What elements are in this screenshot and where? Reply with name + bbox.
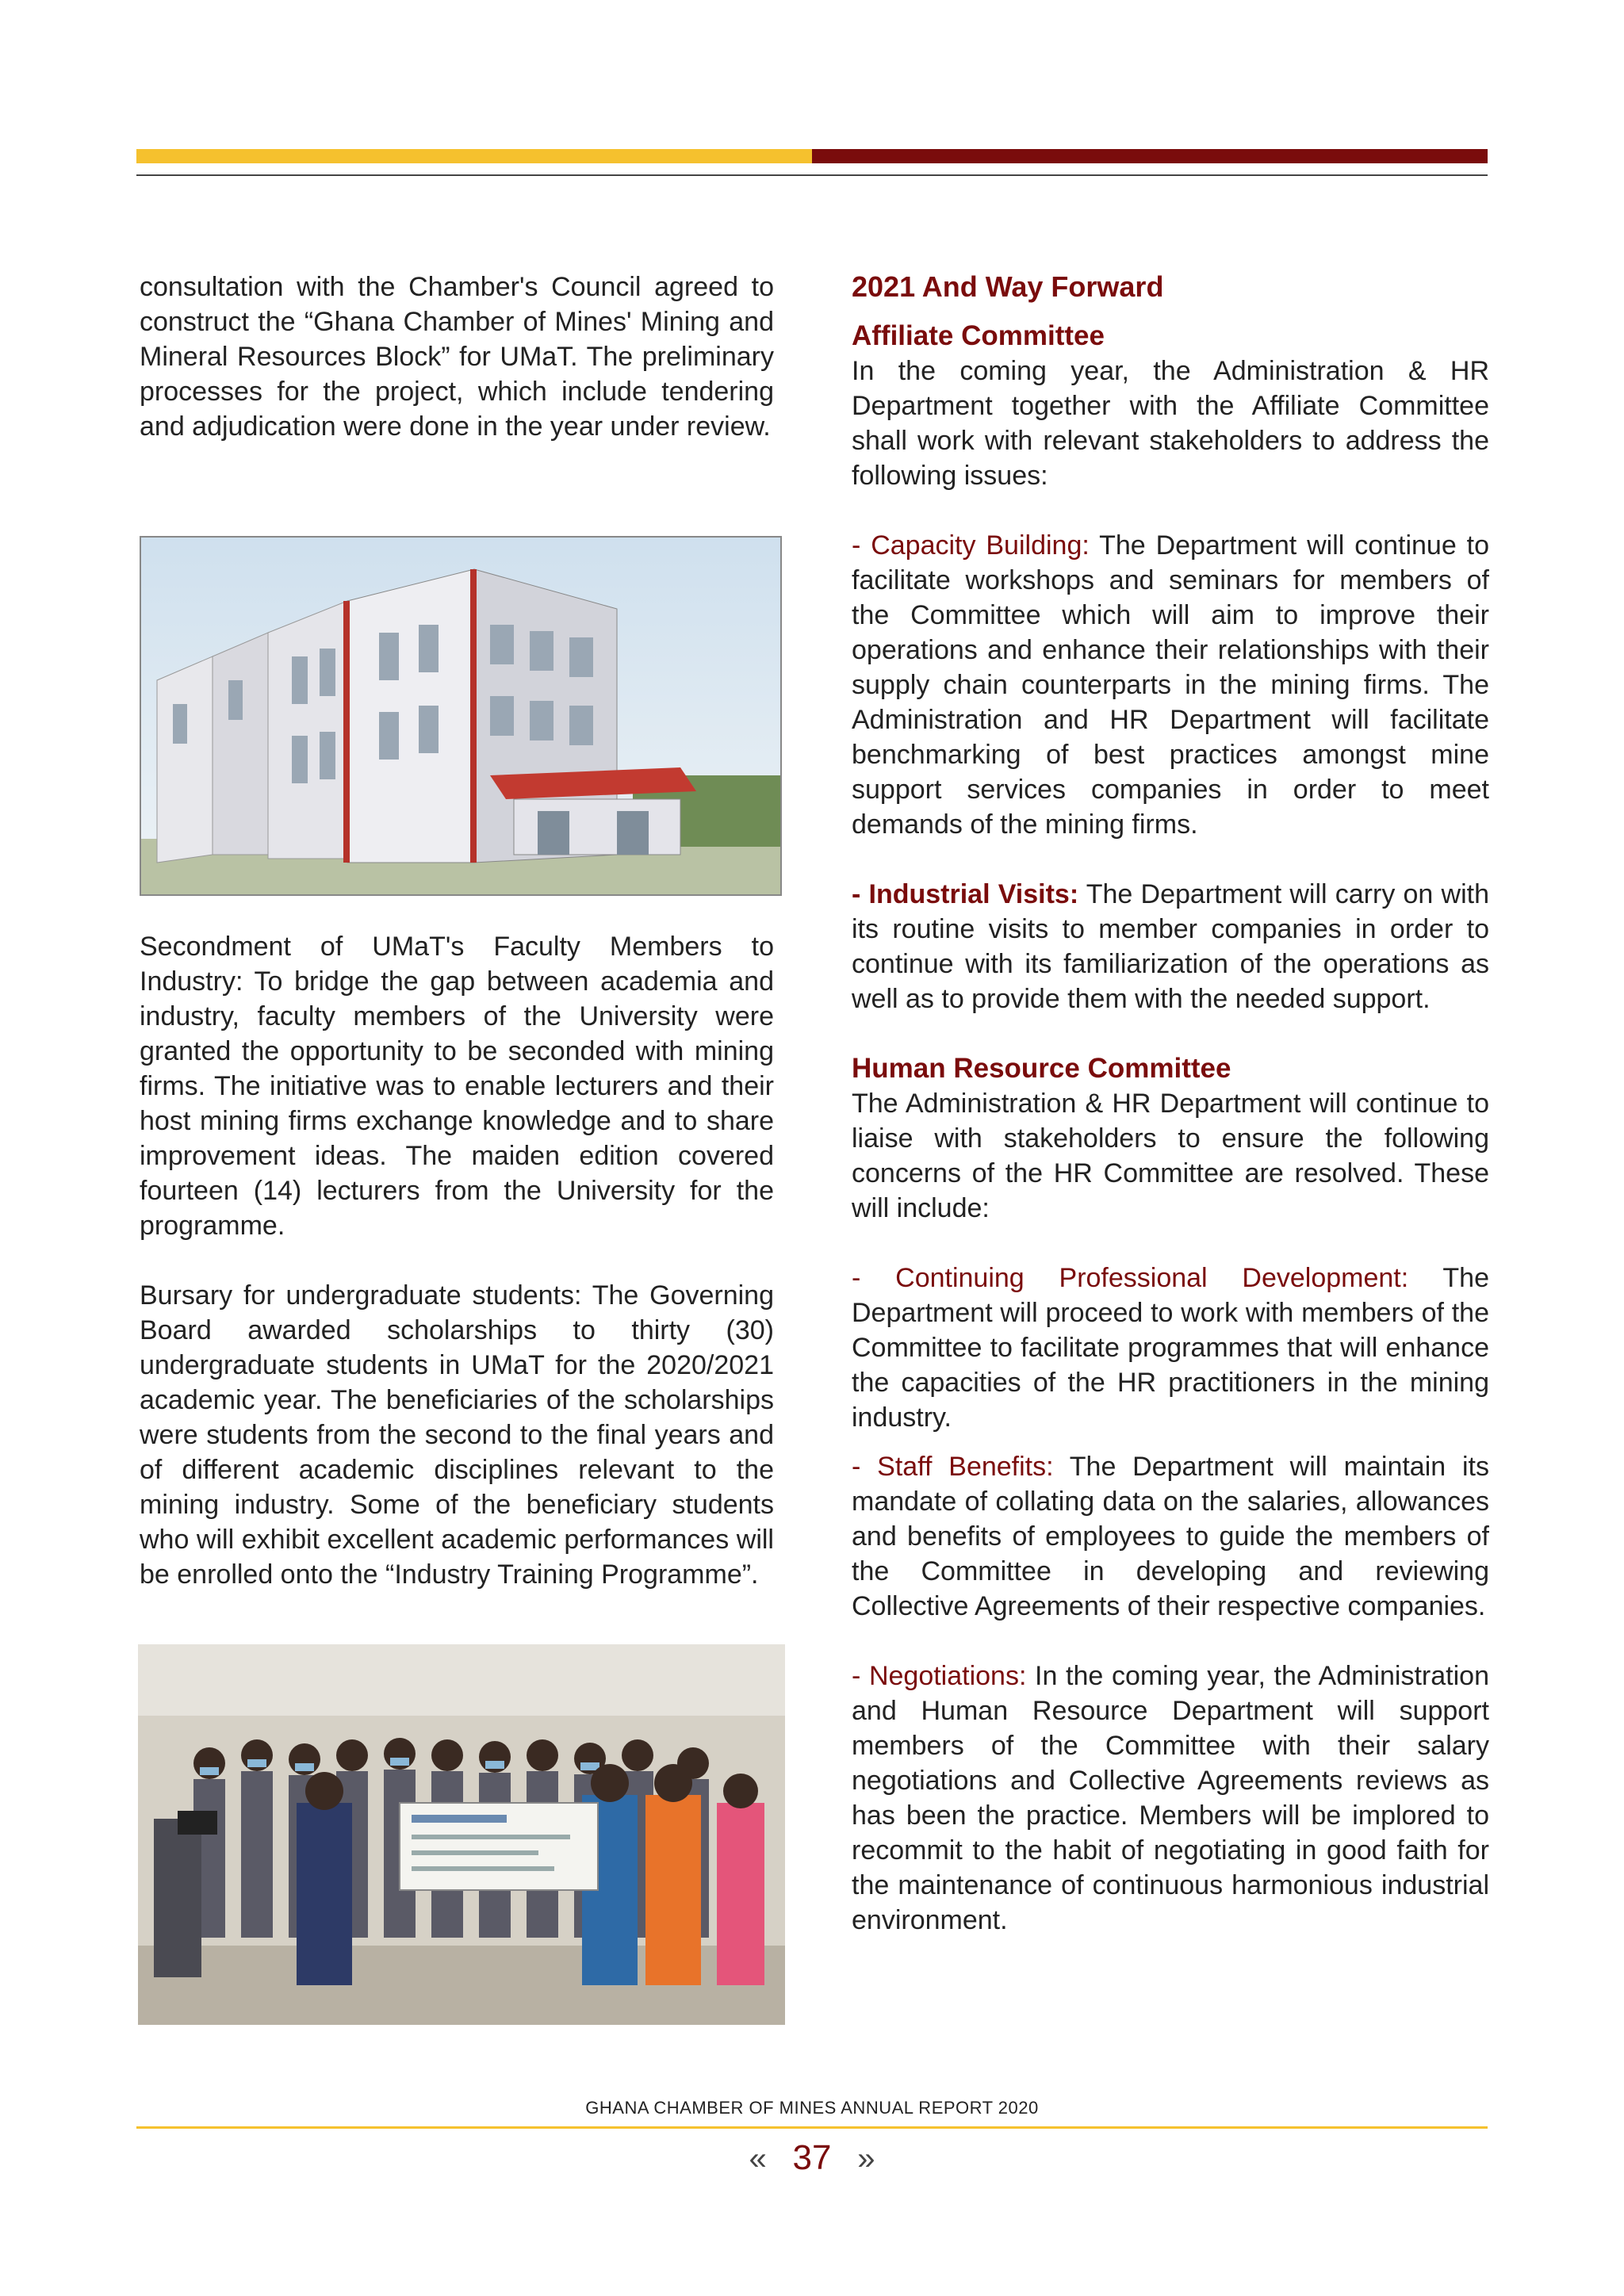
- header-rule: [136, 174, 1488, 176]
- report-title-footer: GHANA CHAMBER OF MINES ANNUAL REPORT 2020: [585, 2098, 1039, 2118]
- next-page-arrow-icon[interactable]: »: [857, 2141, 875, 2176]
- page-number: 37: [792, 2138, 832, 2177]
- left-paragraph-secondment: Secondment of UMaT's Faculty Members to Industry: To bridge the gap between academia and industry, faculty members of the University were granted the opportunity to be seconded with mining firms. The initiative was to enable lecturers and their host mining firms exchange knowledge and to share improvement ideas. The maiden edition covered fourteen (14) lecturers from the University for the programme.: [140, 932, 774, 1241]
- capacity-building-item: - Capacity Building: The Department will continue to facilitate workshops and seminars for members of the Committee which will aim to improve their operations and enhance their relationships with their supply chain counterparts in the mining firms. The Administration and HR Department will facilitate benchmarking of best practices amongst mine support services companies in order to meet demands of the mining firms.: [852, 530, 1489, 840]
- negotiations-item: - Negotiations: In the coming year, the Administration and Human Resource Department will support members of the Committee with their salary negotiations and Collective Agreements reviews as has been the practice. Members will be implored to recommit to the habit of negotiating in good faith for the maintenance of continuous harmonious industrial environment.: [852, 1661, 1489, 1935]
- hr-intro: The Administration & HR Department will continue to liaise with stakeholders to ensure the following concerns of the HR Committee are resolved. These will include:: [852, 1089, 1489, 1223]
- negotiations-label: - Negotiations:: [852, 1661, 1027, 1691]
- capacity-building-label: - Capacity Building:: [852, 530, 1090, 561]
- header-accent-maroon: [812, 149, 1488, 163]
- cpd-item: - Continuing Professional Development: The Department will proceed to work with members of the Committee to facilitate programmes that will enhance the capacities of the HR practitioners in the mining industry.: [852, 1263, 1489, 1433]
- staff-benefits-label: - Staff Benefits:: [852, 1452, 1054, 1482]
- page-navigation: [0, 2134, 1624, 2181]
- staff-benefits-item: - Staff Benefits: The Department will maintain its mandate of collating data on the salaries, allowances and benefits of employees to guide the members of the Committee in developing and reviewing Collective Agreements of their respective companies.: [852, 1452, 1489, 1621]
- prev-page-arrow-icon[interactable]: «: [749, 2141, 767, 2176]
- header-accent-yellow: [136, 149, 812, 163]
- left-paragraph-1: consultation with the Chamber's Council agreed to construct the “Ghana Chamber of Mines' Mining and Mineral Resources Block” for UMaT. The preliminary processes for the project, which include tendering and adjudication were done in the year under review.: [140, 272, 774, 442]
- right-column: [852, 270, 1489, 1938]
- industrial-visits-label: - Industrial Visits:: [852, 879, 1079, 909]
- left-paragraph-bursary: Bursary for undergraduate students: The Governing Board awarded scholarships to thirty (30) undergraduate students in UMaT for the 2020/2021 academic year. The beneficiaries of the scholarships were students from the second to the final years and of different academic disciplines relevant to the mining industry. Some of the beneficiary students who will exhibit excellent academic performances will be enrolled onto the “Industry Training Programme”.: [140, 1280, 774, 1590]
- affiliate-intro: In the coming year, the Administration & HR Department together with the Affiliate Committee shall work with relevant stakeholders to address the following issues:: [852, 356, 1489, 491]
- scholarship-presentation-photo: [138, 1644, 785, 2025]
- section-heading-way-forward: 2021 And Way Forward: [852, 270, 1164, 303]
- building-rendering-image: [140, 536, 782, 896]
- footer-rule: [136, 2126, 1488, 2129]
- affiliate-committee-heading: Affiliate Committee: [852, 320, 1105, 351]
- hr-committee-heading: Human Resource Committee: [852, 1053, 1231, 1084]
- industrial-visits-item: - Industrial Visits: The Department will carry on with its routine visits to member companies in order to continue with its familiarization of the operations as well as to provide them with the needed support.: [852, 879, 1489, 1014]
- cpd-label: - Continuing Professional Development:: [852, 1263, 1409, 1293]
